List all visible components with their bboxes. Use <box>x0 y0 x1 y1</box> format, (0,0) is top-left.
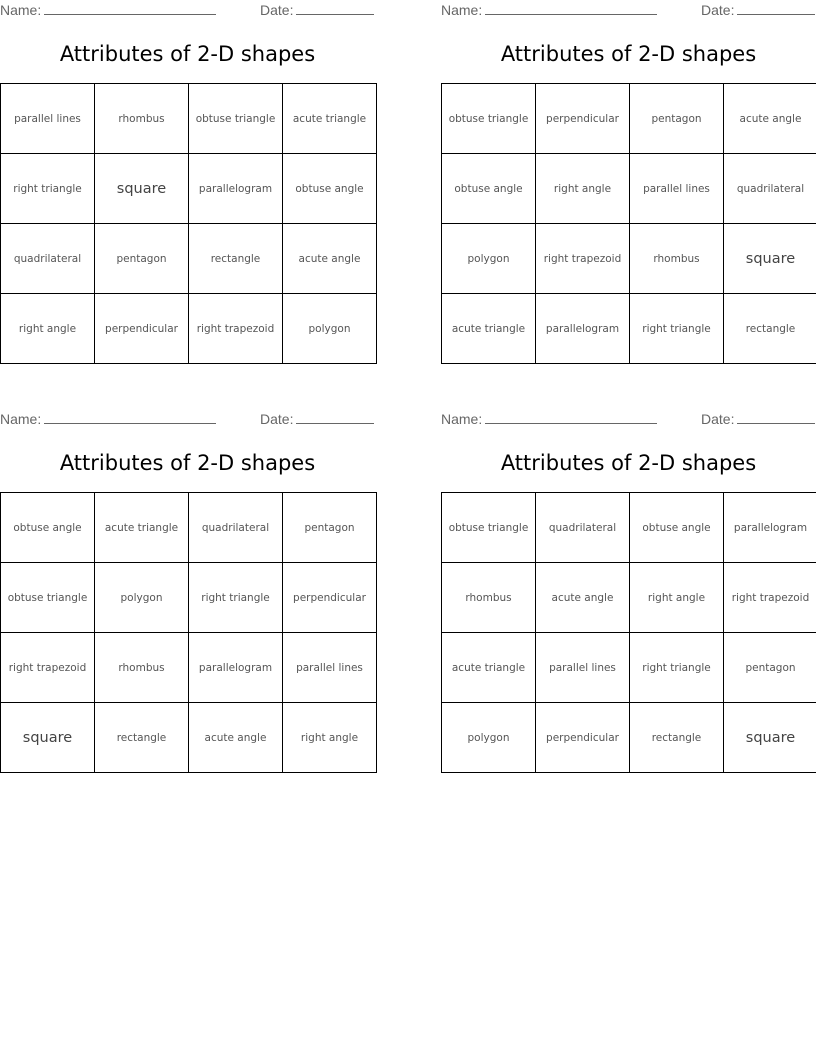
grid-cell: parallelogram <box>536 294 630 364</box>
grid-cell: acute triangle <box>283 84 377 154</box>
date-field <box>701 411 815 427</box>
grid-cell: acute triangle <box>442 633 536 703</box>
grid-row <box>1 703 377 773</box>
grid-row <box>442 154 816 224</box>
name-field <box>0 2 216 18</box>
date-blank-line <box>296 411 374 424</box>
date-label: Date: <box>701 411 735 427</box>
grid-cell: rectangle <box>724 294 816 364</box>
name-label: Name: <box>441 2 483 18</box>
card-title: Attributes of 2-D shapes <box>59 451 316 475</box>
bingo-grid <box>441 83 816 364</box>
grid-cell: quadrilateral <box>189 493 283 563</box>
grid-row <box>442 703 816 773</box>
grid-cell: obtuse angle <box>1 493 95 563</box>
name-field <box>441 2 657 18</box>
card-title: Attributes of 2-D shapes <box>500 42 757 66</box>
name-label: Name: <box>0 2 42 18</box>
grid-cell: rhombus <box>630 224 724 294</box>
grid-row <box>1 154 377 224</box>
date-label: Date: <box>701 2 735 18</box>
grid-row <box>1 633 377 703</box>
grid-row <box>1 493 377 563</box>
grid-row <box>442 224 816 294</box>
grid-cell: obtuse angle <box>442 154 536 224</box>
name-label: Name: <box>0 411 42 427</box>
grid-row <box>1 294 377 364</box>
grid-cell: square <box>95 154 189 224</box>
grid-cell: perpendicular <box>95 294 189 364</box>
grid-cell: pentagon <box>630 84 724 154</box>
grid-cell: quadrilateral <box>1 224 95 294</box>
name-label: Name: <box>441 411 483 427</box>
name-blank-line <box>485 2 657 15</box>
grid-cell: pentagon <box>283 493 377 563</box>
card-header <box>0 2 375 20</box>
name-blank-line <box>44 411 216 424</box>
grid-cell: perpendicular <box>536 703 630 773</box>
grid-cell: acute triangle <box>95 493 189 563</box>
date-label: Date: <box>260 411 294 427</box>
grid-cell: parallel lines <box>536 633 630 703</box>
bingo-grid <box>441 492 816 773</box>
grid-cell: rectangle <box>189 224 283 294</box>
grid-cell: rhombus <box>95 84 189 154</box>
grid-cell: obtuse triangle <box>189 84 283 154</box>
grid-cell: acute angle <box>724 84 816 154</box>
grid-cell: square <box>724 703 816 773</box>
grid-cell: square <box>1 703 95 773</box>
name-field <box>441 411 657 427</box>
grid-cell: polygon <box>442 703 536 773</box>
grid-cell: acute angle <box>283 224 377 294</box>
grid-cell: right triangle <box>630 633 724 703</box>
grid-cell: rectangle <box>95 703 189 773</box>
grid-cell: obtuse triangle <box>1 563 95 633</box>
card-title: Attributes of 2-D shapes <box>500 451 757 475</box>
grid-cell: right angle <box>283 703 377 773</box>
grid-cell: parallel lines <box>1 84 95 154</box>
date-field <box>260 411 374 427</box>
grid-cell: quadrilateral <box>536 493 630 563</box>
grid-cell: quadrilateral <box>724 154 816 224</box>
grid-cell: polygon <box>283 294 377 364</box>
grid-cell: perpendicular <box>283 563 377 633</box>
grid-cell: right triangle <box>630 294 724 364</box>
grid-cell: obtuse triangle <box>442 493 536 563</box>
grid-cell: parallelogram <box>189 154 283 224</box>
grid-row <box>442 294 816 364</box>
card-header <box>441 411 816 429</box>
grid-cell: rhombus <box>95 633 189 703</box>
bingo-grid <box>0 83 377 364</box>
grid-row <box>442 493 816 563</box>
grid-row <box>442 633 816 703</box>
grid-cell: acute angle <box>536 563 630 633</box>
grid-cell: right angle <box>536 154 630 224</box>
grid-cell: obtuse triangle <box>442 84 536 154</box>
name-field <box>0 411 216 427</box>
grid-cell: parallel lines <box>630 154 724 224</box>
date-field <box>701 2 815 18</box>
date-blank-line <box>737 411 815 424</box>
grid-cell: pentagon <box>95 224 189 294</box>
grid-cell: right angle <box>630 563 724 633</box>
bingo-card <box>0 0 375 370</box>
grid-cell: right triangle <box>189 563 283 633</box>
bingo-card <box>441 0 816 370</box>
grid-cell: right trapezoid <box>536 224 630 294</box>
name-blank-line <box>485 411 657 424</box>
grid-cell: rhombus <box>442 563 536 633</box>
date-label: Date: <box>260 2 294 18</box>
card-title: Attributes of 2-D shapes <box>59 42 316 66</box>
grid-row <box>442 563 816 633</box>
grid-cell: square <box>724 224 816 294</box>
grid-cell: acute triangle <box>442 294 536 364</box>
date-blank-line <box>296 2 374 15</box>
grid-cell: right trapezoid <box>189 294 283 364</box>
bingo-card <box>0 409 375 779</box>
grid-cell: acute angle <box>189 703 283 773</box>
bingo-grid <box>0 492 377 773</box>
date-field <box>260 2 374 18</box>
grid-cell: parallel lines <box>283 633 377 703</box>
grid-cell: pentagon <box>724 633 816 703</box>
card-header <box>0 411 375 429</box>
grid-cell: parallelogram <box>189 633 283 703</box>
grid-cell: right triangle <box>1 154 95 224</box>
grid-cell: right trapezoid <box>724 563 816 633</box>
grid-cell: rectangle <box>630 703 724 773</box>
grid-row <box>1 224 377 294</box>
bingo-card <box>441 409 816 779</box>
grid-row <box>442 84 816 154</box>
date-blank-line <box>737 2 815 15</box>
grid-cell: parallelogram <box>724 493 816 563</box>
grid-cell: obtuse angle <box>283 154 377 224</box>
grid-cell: obtuse angle <box>630 493 724 563</box>
grid-cell: polygon <box>95 563 189 633</box>
grid-row <box>1 563 377 633</box>
grid-cell: polygon <box>442 224 536 294</box>
grid-cell: right angle <box>1 294 95 364</box>
card-header <box>441 2 816 20</box>
grid-row <box>1 84 377 154</box>
grid-cell: right trapezoid <box>1 633 95 703</box>
grid-cell: perpendicular <box>536 84 630 154</box>
name-blank-line <box>44 2 216 15</box>
